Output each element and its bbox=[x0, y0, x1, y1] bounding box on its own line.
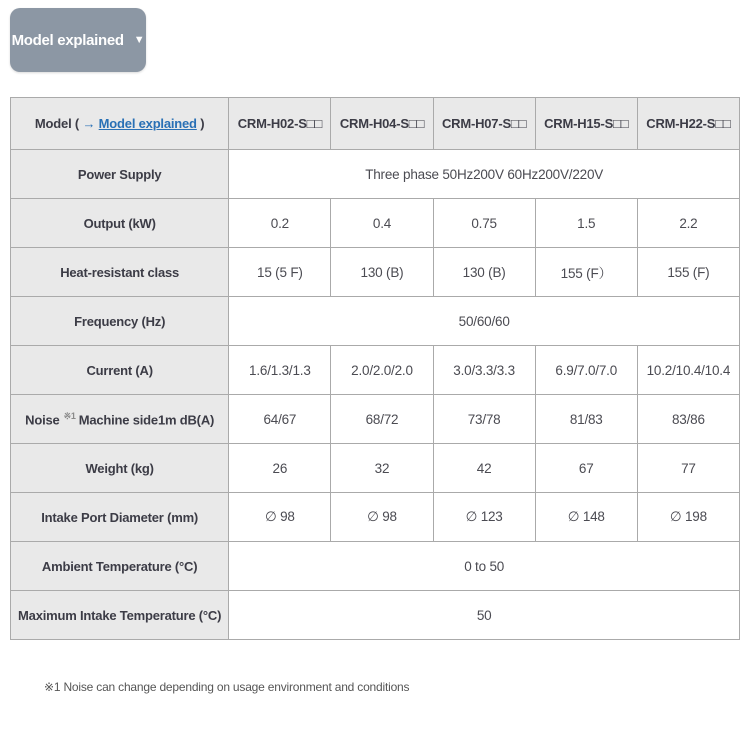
table-row-heat-resistant-class bbox=[11, 248, 740, 297]
noise-label-prefix: Noise bbox=[25, 412, 60, 428]
current-value: 2.0/2.0/2.0 bbox=[331, 346, 433, 395]
output-value: 0.2 bbox=[229, 199, 331, 248]
row-label-current: Current (A) bbox=[11, 346, 229, 395]
table-row-weight bbox=[11, 444, 740, 493]
model-header-prefix: Model ( bbox=[34, 116, 80, 131]
weight-value: 32 bbox=[331, 444, 433, 493]
column-header-crm-h15: CRM-H15-S□□ bbox=[535, 98, 637, 150]
row-label-frequency: Frequency (Hz) bbox=[11, 297, 229, 346]
output-value: 1.5 bbox=[535, 199, 637, 248]
model-explained-link[interactable]: Model explained bbox=[98, 116, 197, 131]
current-value: 3.0/3.3/3.3 bbox=[433, 346, 535, 395]
table-row-noise bbox=[11, 395, 740, 444]
heat-class-value: 155 (F) bbox=[637, 248, 739, 297]
weight-value: 26 bbox=[229, 444, 331, 493]
heat-class-value: 130 (B) bbox=[433, 248, 535, 297]
current-value: 6.9/7.0/7.0 bbox=[535, 346, 637, 395]
row-label-output: Output (kW) bbox=[11, 199, 229, 248]
frequency-value: 50/60/60 bbox=[229, 297, 740, 346]
table-row-frequency bbox=[11, 297, 740, 346]
table-row-output bbox=[11, 199, 740, 248]
power-supply-value: Three phase 50Hz200V 60Hz200V/220V bbox=[229, 150, 740, 199]
heat-class-value: 15 (5 F) bbox=[229, 248, 331, 297]
table-row-power-supply bbox=[11, 150, 740, 199]
noise-value: 83/86 bbox=[637, 395, 739, 444]
current-value: 10.2/10.4/10.4 bbox=[637, 346, 739, 395]
intake-diameter-value: ∅ 98 bbox=[229, 493, 331, 542]
row-label-intake-port-diameter: Intake Port Diameter (mm) bbox=[11, 493, 229, 542]
model-header-cell bbox=[11, 98, 229, 150]
row-label-heat-resistant-class: Heat-resistant class bbox=[11, 248, 229, 297]
current-value: 1.6/1.3/1.3 bbox=[229, 346, 331, 395]
chevron-down-icon: ▼ bbox=[133, 33, 145, 46]
max-intake-temperature-value: 50 bbox=[229, 591, 740, 640]
right-arrow-icon: → bbox=[82, 116, 96, 131]
model-explained-dropdown-button[interactable] bbox=[10, 8, 146, 72]
weight-value: 67 bbox=[535, 444, 637, 493]
table-row-current bbox=[11, 346, 740, 395]
intake-diameter-value: ∅ 123 bbox=[433, 493, 535, 542]
heat-class-value: 130 (B) bbox=[331, 248, 433, 297]
model-header-suffix: ) bbox=[200, 116, 205, 131]
row-label-weight: Weight (kg) bbox=[11, 444, 229, 493]
row-label-max-intake-temperature: Maximum Intake Temperature (°C) bbox=[11, 591, 229, 640]
table-row-ambient-temperature bbox=[11, 542, 740, 591]
noise-footnote-ref: ※1 bbox=[63, 410, 76, 421]
intake-diameter-value: ∅ 148 bbox=[535, 493, 637, 542]
spec-table bbox=[10, 97, 740, 640]
column-header-crm-h22: CRM-H22-S□□ bbox=[637, 98, 739, 150]
noise-value: 73/78 bbox=[433, 395, 535, 444]
model-explained-dropdown-label: Model explained bbox=[11, 31, 124, 49]
output-value: 2.2 bbox=[637, 199, 739, 248]
noise-value: 68/72 bbox=[331, 395, 433, 444]
intake-diameter-value: ∅ 198 bbox=[637, 493, 739, 542]
row-label-ambient-temperature: Ambient Temperature (°C) bbox=[11, 542, 229, 591]
row-label-power-supply: Power Supply bbox=[11, 150, 229, 199]
table-row-max-intake-temperature bbox=[11, 591, 740, 640]
row-label-noise bbox=[11, 395, 229, 444]
table-row-intake-port-diameter bbox=[11, 493, 740, 542]
noise-value: 64/67 bbox=[229, 395, 331, 444]
output-value: 0.75 bbox=[433, 199, 535, 248]
column-header-crm-h02: CRM-H02-S□□ bbox=[229, 98, 331, 150]
output-value: 0.4 bbox=[331, 199, 433, 248]
noise-value: 81/83 bbox=[535, 395, 637, 444]
heat-class-value: 155 (F） bbox=[535, 248, 637, 297]
column-header-crm-h04: CRM-H04-S□□ bbox=[331, 98, 433, 150]
noise-label-suffix: Machine side1m dB(A) bbox=[78, 412, 215, 428]
table-header-row bbox=[11, 98, 740, 150]
ambient-temperature-value: 0 to 50 bbox=[229, 542, 740, 591]
noise-footnote: ※1 Noise can change depending on usage environment and conditions bbox=[44, 680, 410, 694]
column-header-crm-h07: CRM-H07-S□□ bbox=[433, 98, 535, 150]
intake-diameter-value: ∅ 98 bbox=[331, 493, 433, 542]
weight-value: 42 bbox=[433, 444, 535, 493]
weight-value: 77 bbox=[637, 444, 739, 493]
